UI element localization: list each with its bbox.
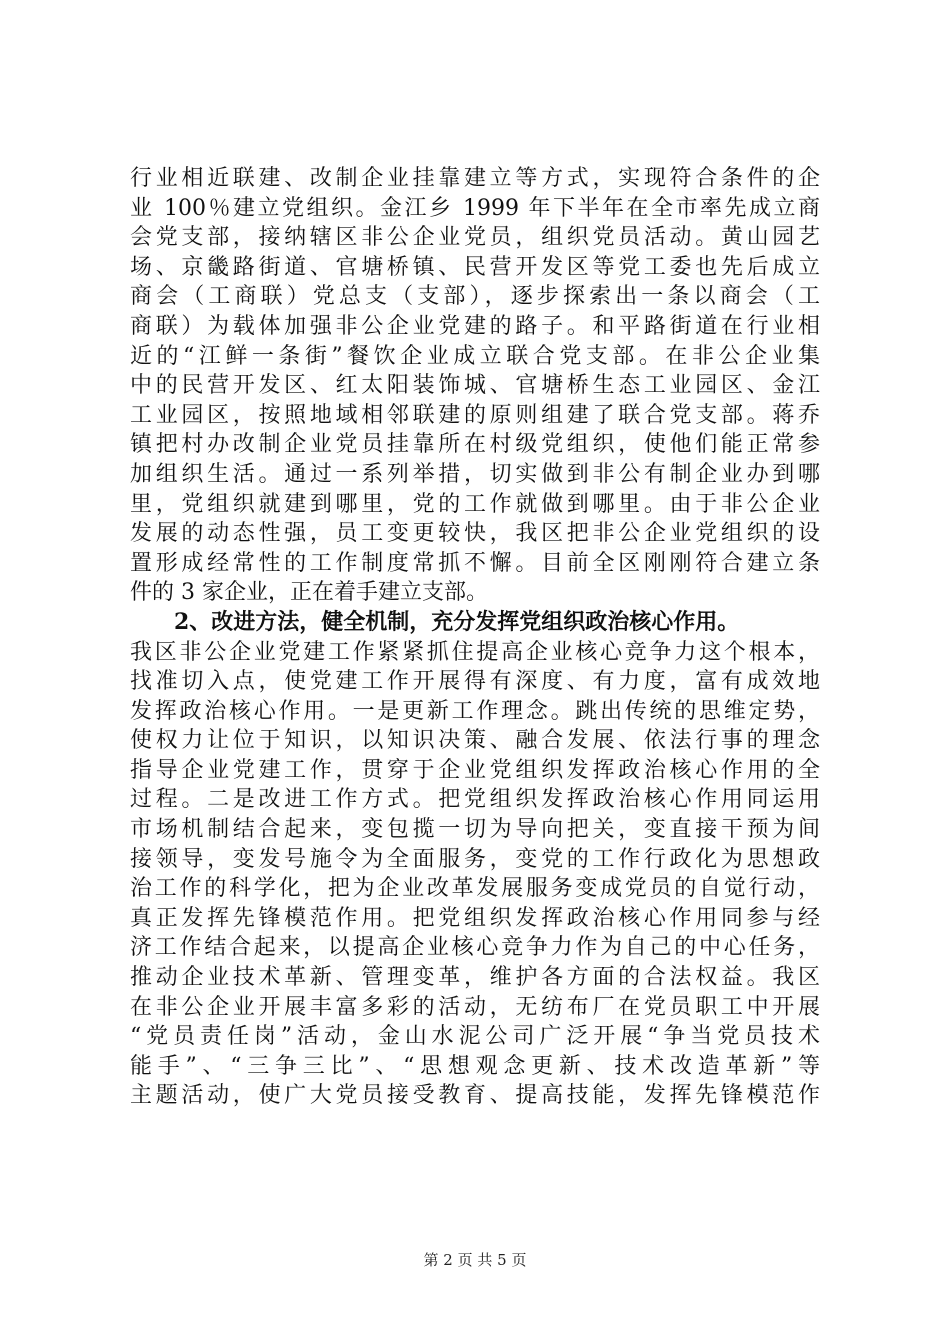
text-line: 接领导，变发号施令为全面服务，变党的工作行政化为思想政 bbox=[130, 846, 820, 872]
text-line: 主题活动，使广大党员接受教育、提高技能，发挥先锋模范作 bbox=[130, 1083, 820, 1109]
text-line: 加组织生活。通过一系列举措，切实做到非公有制企业办到哪 bbox=[130, 461, 820, 487]
text-line: 在非公企业开展丰富多彩的活动，无纺布厂在党员职工中开展 bbox=[130, 994, 820, 1020]
text-line: 使权力让位于知识，以知识决策、融合发展、依法行事的理念 bbox=[130, 728, 820, 754]
text-line: 置形成经常性的工作制度常抓不懈。目前全区刚刚符合建立条 bbox=[130, 550, 820, 576]
text-line: 找准切入点，使党建工作开展得有深度、有力度，富有成效地 bbox=[130, 669, 820, 695]
text-line: 发展的动态性强，员工变更较快，我区把非公企业党组织的设 bbox=[130, 521, 820, 547]
text-line: 发挥政治核心作用。一是更新工作理念。跳出传统的思维定势， bbox=[130, 698, 820, 724]
text-line: 镇把村办改制企业党员挂靠所在村级党组织，使他们能正常参 bbox=[130, 432, 820, 458]
section-heading: 2、改进方法，健全机制，充分发挥党组织政治核心作用。 bbox=[174, 608, 740, 635]
document-body bbox=[130, 164, 820, 1111]
paragraph-1 bbox=[130, 164, 820, 608]
text-line: 真正发挥先锋模范作用。把党组织发挥政治核心作用同参与经 bbox=[130, 905, 820, 931]
text-line: 中的民营开发区、红太阳装饰城、官塘桥生态工业园区、金江 bbox=[130, 373, 820, 399]
text-line: 推动企业技术革新、管理变革，维护各方面的合法权益。我区 bbox=[130, 965, 820, 991]
text-line: 过程。二是改进工作方式。把党组织发挥政治核心作用同运用 bbox=[130, 787, 820, 813]
text-line: 市场机制结合起来，变包揽一切为导向把关，变直接干预为间 bbox=[130, 817, 820, 843]
text-line: 近的“江鲜一条街”餐饮企业成立联合党支部。在非公企业集 bbox=[130, 343, 820, 369]
text-line: 我区非公企业党建工作紧紧抓住提高企业核心竞争力这个根本， bbox=[130, 639, 820, 665]
text-line: 件的 3 家企业，正在着手建立支部。 bbox=[130, 580, 488, 606]
text-line: 工业园区，按照地域相邻联建的原则组建了联合党支部。蒋乔 bbox=[130, 402, 820, 428]
text-line: 业 100％建立党组织。金江乡 1999 年下半年在全市率先成立商 bbox=[130, 195, 820, 221]
text-line: 里，党组织就建到哪里，党的工作就做到哪里。由于非公企业 bbox=[130, 491, 820, 517]
text-line: 商会（工商联）党总支（支部），逐步探索出一条以商会（工 bbox=[130, 284, 820, 310]
text-line: 行业相近联建、改制企业挂靠建立等方式，实现符合条件的企 bbox=[130, 166, 820, 191]
paragraph-2 bbox=[130, 638, 820, 1112]
text-line: 商联）为载体加强非公企业党建的路子。和平路街道在行业相 bbox=[130, 313, 820, 339]
text-line: 指导企业党建工作，贯穿于企业党组织发挥政治核心作用的全 bbox=[130, 757, 820, 783]
text-line: 场、京畿路街道、官塘桥镇、民营开发区等党工委也先后成立 bbox=[130, 254, 820, 280]
page-number: 第 2 页 共 5 页 bbox=[423, 1251, 527, 1269]
page-footer bbox=[0, 1249, 950, 1270]
text-line: 治工作的科学化，把为企业改革发展服务变成党员的自觉行动， bbox=[130, 876, 820, 902]
text-line: 能手”、“三争三比”、“思想观念更新、技术改造革新”等 bbox=[130, 1053, 820, 1079]
text-line: 济工作结合起来，以提高企业核心竞争力作为自己的中心任务， bbox=[130, 935, 820, 961]
text-line: 会党支部，接纳辖区非公企业党员，组织党员活动。黄山园艺 bbox=[130, 225, 820, 251]
text-line: “党员责任岗”活动，金山水泥公司广泛开展“争当党员技术 bbox=[130, 1024, 820, 1050]
